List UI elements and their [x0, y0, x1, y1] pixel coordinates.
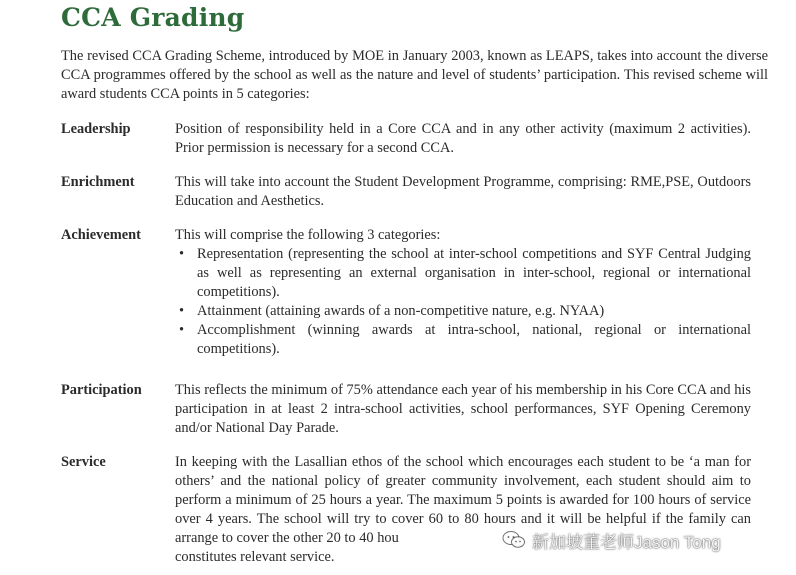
watermark-text: 新加坡董老师Jason Tong — [532, 532, 721, 552]
service-text-tail: constitutes relevant service. — [175, 549, 335, 565]
category-description: This will take into account the Student Development Programme, comprising: RME,PSE, Outdoors Education and Aesthetics. — [175, 174, 751, 209]
category-term: Enrichment — [61, 174, 135, 190]
page-title: CCA Grading — [61, 3, 245, 32]
category-term: Achievement — [61, 227, 141, 243]
wechat-icon — [502, 530, 526, 550]
list-item: • Accomplishment (winning awards at intra-school, national, regional or international competitions). — [197, 321, 751, 359]
achievement-bullet-list — [175, 245, 751, 359]
list-item: • Representation (representing the school at inter-school competitions and SYF Central Judging as well as representing an external organisation in inter-school, regional or international competitions). — [197, 245, 751, 302]
achievement-intro: This will comprise the following 3 categories: — [175, 227, 441, 243]
category-term: Service — [61, 454, 106, 470]
category-term: Leadership — [61, 121, 131, 137]
intro-paragraph: The revised CCA Grading Scheme, introduced by MOE in January 2003, known as LEAPS, takes into account the diverse CCA programmes offered by the school as well as the nature and level of students’ participation. This revised scheme will award students CCA points in 5 categories: — [61, 48, 768, 102]
watermark — [502, 528, 721, 552]
category-description: This reflects the minimum of 75% attendance each year of his membership in his Core CCA and his participation in at least 2 intra-school activities, school performances, SYF Opening Ceremony and/or National Day Parade. — [175, 382, 751, 436]
service-text: In keeping with the Lasallian ethos of the school which encourages each student to be ‘a man for others’ and the national policy of greater community involvement, each student should aim to perform a minimum of 25 hours a year. The maximum 5 points is awarded for 100 hours of service over 4 years. The school will try to cover 60 to 80 hours and it will be helpful if the family can arrange to cover the other 20 to 40 hou — [175, 454, 751, 546]
category-term: Participation — [61, 382, 142, 398]
category-description: Position of responsibility held in a Core CCA and in any other activity (maximum 2 activities). Prior permission is necessary for a second CCA. — [175, 121, 751, 156]
list-item: • Attainment (attaining awards of a non-competitive nature, e.g. NYAA) — [197, 302, 751, 321]
category-description — [175, 226, 751, 359]
